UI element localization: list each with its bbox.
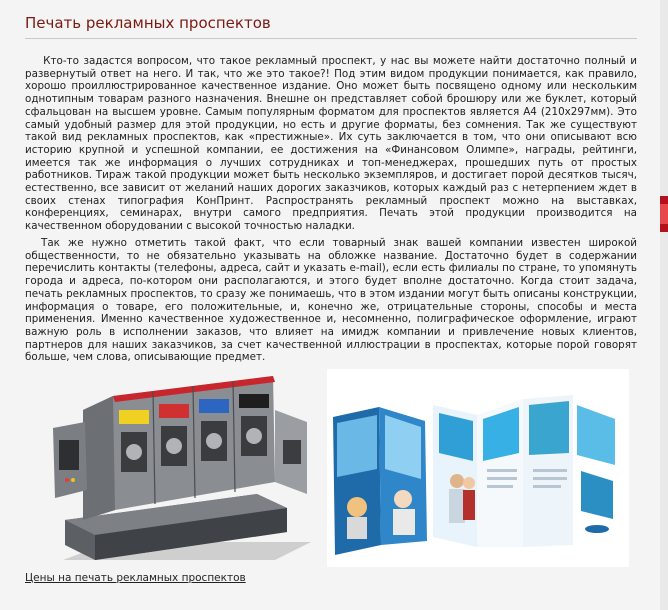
printing-press-image bbox=[25, 370, 321, 568]
article-paragraph-2: Так же нужно отметить такой факт, что если товарный знак вашей компании известен широкой общественности, то не обязательно указывать на обложке название. Достаточно будет в содержании перечислить контакты (телефоны, адреса, сайт и указать e-mail), если есть филиалы по стране, то упомянуть города и адреса, по-котором они располагаются, и этого будет вполне достаточно. Когда стоит задача, печать рекламных проспектов, то сразу же понимаешь, что в этом издании могут быть описаны конструкции, информация о товаре, его положительные, и, конечно же, отрицательные стороны, способы и места применения. Именно качественное художественное и, несомненно, полиграфическое оформление, играют важную роль в исполнении заказов, что влияет на имидж компании и привлечение новых клиентов, партнеров для наших заказчиков, за счет качественной иллюстрации в проспектах, которые порой говорят больше, чем слова, описывающие предмет. bbox=[25, 237, 637, 364]
right-edge-strip bbox=[660, 0, 668, 610]
brochure-image bbox=[327, 369, 629, 567]
side-tab-highlight bbox=[660, 204, 668, 224]
article-title: Печать рекламных проспектов bbox=[25, 14, 271, 32]
article-paragraph-1: Кто-то задастся вопросом, что такое рекламный проспект, у нас вы можете найти достаточно полный и развернутый ответ на него. И так, что же это такое?! Под этим видом продукции понимается, как правило, хорошо проиллюстрированное качественное издание. Оно может быть посвящено одному или нескольким однотипным товарам разного назначения. Внешне он представляет собой брошюру или же буклет, который сфальцован на высшем уровне. Самым популярным форматом для проспектов является А4 (210х297мм). Это самый удобный размер для этой продукции, но есть и другие форматы, без сомнения. Так же существуют такой вид рекламных проспектов, как «престижные». Их суть заключается в том, что они описывают всю историю крупной и успешной компании, ее достижения на «Финансовом Олимпе», награды, рейтинги, имеется так же информация о лучших сотрудниках и топ-менеджерах, прошедших путь от простых работников. Тираж такой продукции может быть несколько экземпляров, и достигает порой десятков тысяч, естественно, все зависит от желаний наших дорогих заказчиков, которых каждый раз с нетерпением ждет в своих стенах типография КонПринт. Распространять рекламный проспект можно на выставках, конференциях, семинарах, внутри самого предприятия. Печать этой продукции производится на качественном оборудовании с высокой точностью наладки. bbox=[25, 55, 637, 233]
price-link[interactable]: Цены на печать рекламных проспектов bbox=[25, 572, 246, 584]
title-divider bbox=[25, 38, 637, 39]
